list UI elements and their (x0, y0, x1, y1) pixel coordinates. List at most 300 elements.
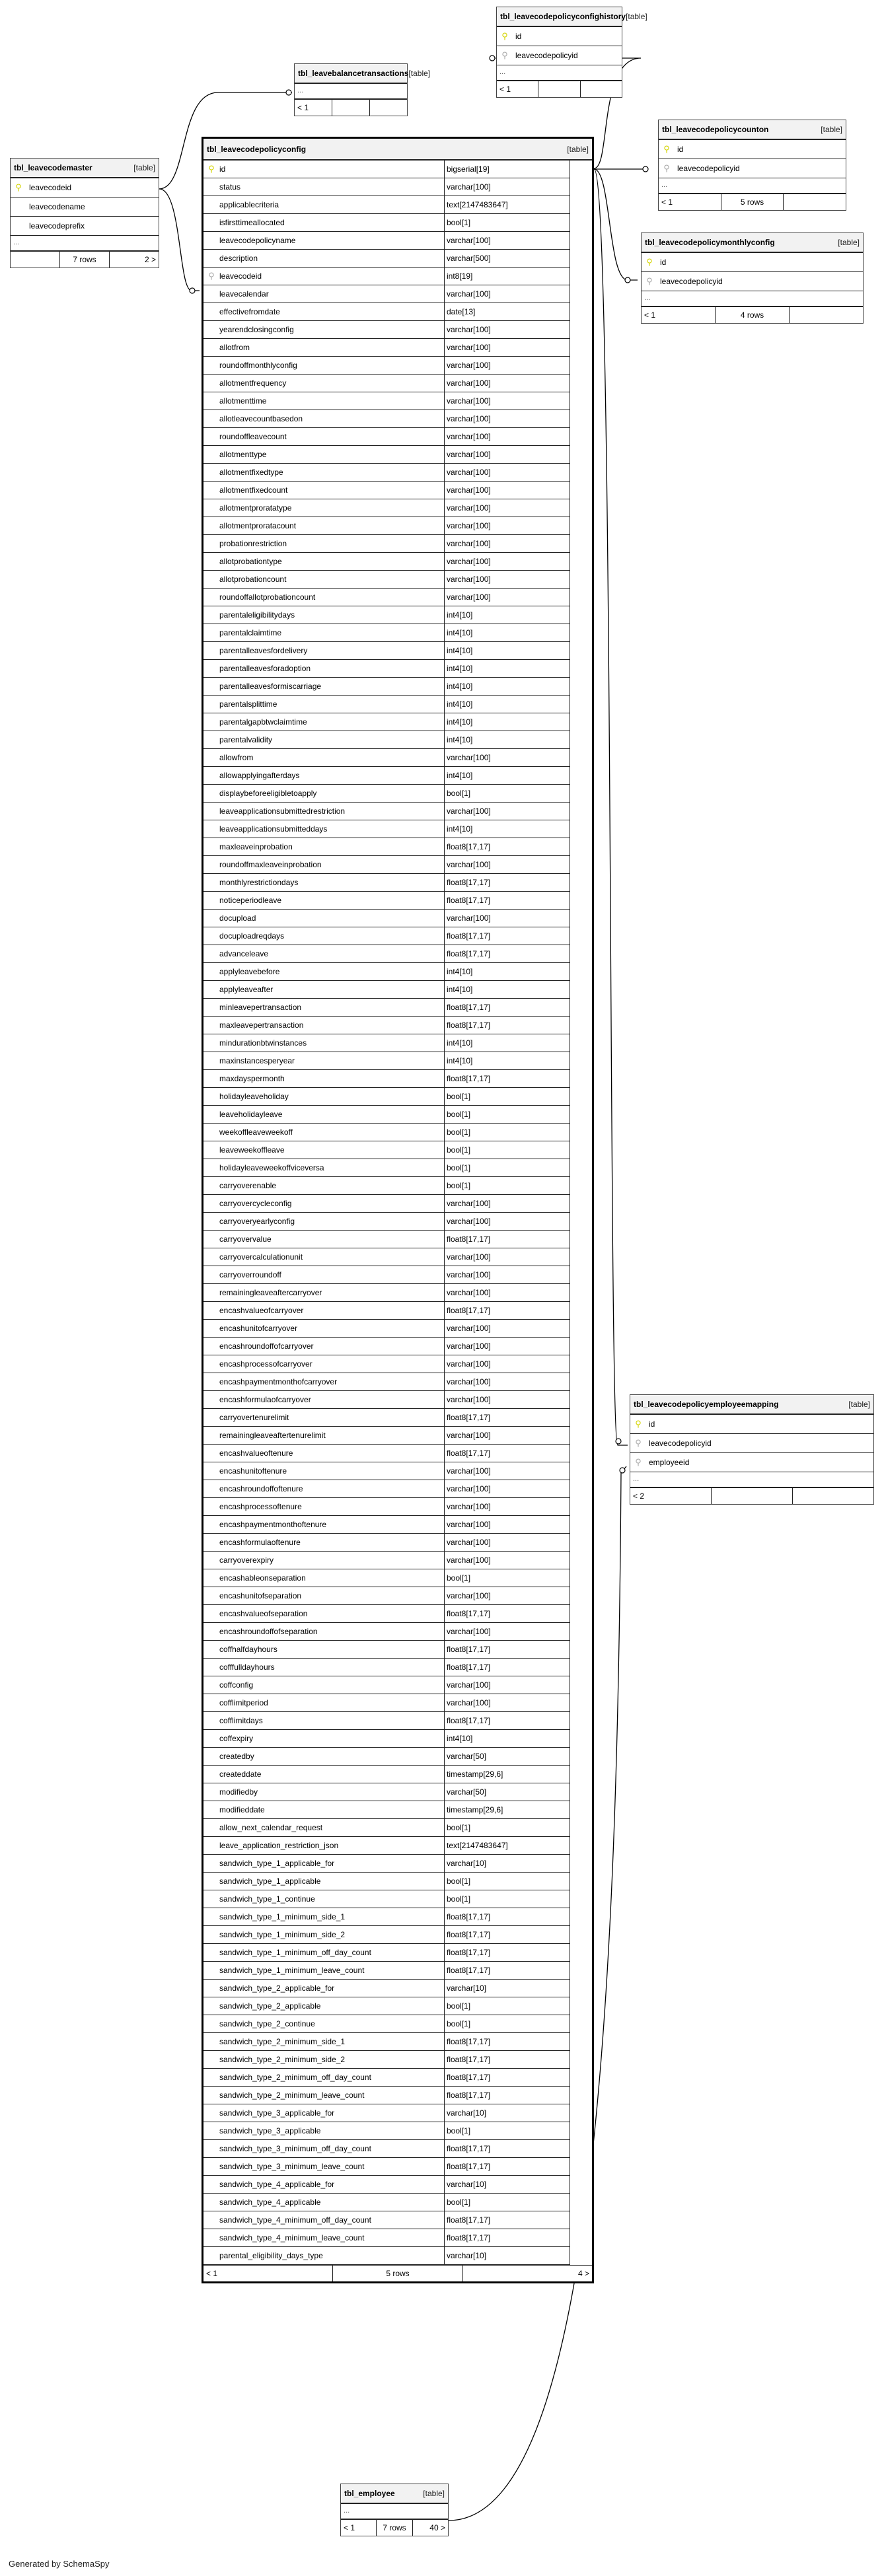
column-type: int4[10] (444, 1034, 570, 1052)
column-row (203, 1195, 570, 1213)
column-row (203, 303, 570, 321)
column-type: varchar[100] (444, 410, 570, 427)
column-type: float8[17,17] (444, 1641, 570, 1658)
column-name: roundoffmonthlyconfig (219, 361, 297, 370)
children-count[interactable] (581, 81, 622, 97)
column-row (203, 1409, 570, 1427)
column-row (203, 2069, 570, 2087)
column-row (630, 1434, 873, 1453)
column-row (203, 1124, 570, 1141)
parents-count[interactable]: < 1 (341, 2520, 377, 2536)
children-count[interactable] (370, 100, 407, 116)
column-type: varchar[500] (444, 250, 570, 267)
column-type: date[13] (444, 303, 570, 320)
column-type: varchar[100] (444, 1427, 570, 1444)
table-name: tbl_leavecodepolicycounton (662, 125, 769, 134)
column-row (203, 606, 570, 624)
column-row (203, 1855, 570, 1873)
column-row (203, 196, 570, 214)
column-type: varchar[100] (444, 856, 570, 873)
column-type: varchar[100] (444, 339, 570, 356)
column-type: float8[17,17] (444, 1908, 570, 1925)
column-row (203, 499, 570, 517)
column-name: encashvalueofseparation (219, 1609, 308, 1618)
parents-count[interactable]: < 2 (630, 1488, 712, 1504)
column-type: bool[1] (444, 1890, 570, 1908)
column-type: float8[17,17] (444, 999, 570, 1016)
column-name: parentalvalidity (219, 735, 273, 744)
column-type: varchar[100] (444, 428, 570, 445)
column-name: cofffulldayhours (219, 1663, 275, 1672)
children-count[interactable] (784, 194, 846, 210)
column-row (659, 159, 846, 178)
column-row (203, 1587, 570, 1605)
table-footer (341, 2520, 448, 2536)
column-row (203, 1141, 570, 1159)
column-name: remainingleaveaftercarryover (219, 1288, 322, 1297)
column-row (203, 1712, 570, 1730)
column-row (203, 553, 570, 571)
column-name: encashformulaofcarryover (219, 1395, 311, 1404)
column-type: varchar[100] (444, 499, 570, 517)
column-name: parentalleavesfordelivery (219, 646, 308, 655)
table-leavecodemaster[interactable] (10, 158, 159, 268)
column-name: cofflimitperiod (219, 1698, 268, 1707)
column-row (203, 1338, 570, 1355)
column-row (203, 963, 570, 981)
column-row (203, 1480, 570, 1498)
more-columns-ellipsis: ... (341, 2504, 448, 2520)
column-type: varchar[100] (444, 178, 570, 196)
column-row (203, 1659, 570, 1676)
primary-key-icon: ⚲ (635, 1419, 642, 1429)
column-row (203, 927, 570, 945)
column-name: encashvalueofcarryover (219, 1306, 304, 1315)
column-name: remainingleaveaftertenurelimit (219, 1431, 326, 1440)
column-name: encashableonseparation (219, 1573, 306, 1583)
column-type: varchar[100] (444, 1462, 570, 1480)
column-type: int4[10] (444, 660, 570, 677)
column-type: float8[17,17] (444, 1302, 570, 1319)
column-type: varchar[100] (444, 1516, 570, 1533)
column-name: id (677, 145, 684, 154)
column-type: varchar[100] (444, 1213, 570, 1230)
column-row (203, 1623, 570, 1641)
column-type: int8[19] (444, 268, 570, 285)
column-row (203, 517, 570, 535)
row-count (712, 1488, 793, 1504)
column-type: varchar[100] (444, 1587, 570, 1604)
column-name: parental_eligibility_days_type (219, 2251, 323, 2260)
column-type: varchar[100] (444, 232, 570, 249)
table-footer (11, 252, 159, 268)
column-row (203, 1534, 570, 1552)
column-row (203, 981, 570, 999)
column-row (203, 892, 570, 910)
parents-count[interactable]: < 1 (295, 100, 332, 116)
column-row (203, 696, 570, 713)
column-row (203, 1819, 570, 1837)
column-type: bool[1] (444, 2122, 570, 2139)
column-name: leaveapplicationsubmitteddays (219, 824, 328, 834)
column-name: sandwich_type_1_minimum_side_2 (219, 1930, 346, 1939)
column-name: sandwich_type_1_minimum_side_1 (219, 1912, 346, 1921)
column-row (203, 1997, 570, 2015)
column-name: noticeperiodleave (219, 896, 282, 905)
column-name: sandwich_type_3_minimum_off_day_count (219, 2144, 371, 2153)
column-row (203, 1266, 570, 1284)
row-count: 7 rows (377, 2520, 412, 2536)
column-row (203, 1070, 570, 1088)
column-type: varchar[100] (444, 285, 570, 303)
column-name: leavecodeprefix (29, 221, 85, 231)
column-type: varchar[100] (444, 1676, 570, 1694)
column-type: float8[17,17] (444, 1605, 570, 1622)
more-columns-ellipsis: ... (11, 236, 159, 252)
column-name: allotmenttype (219, 450, 267, 459)
column-row (203, 2087, 570, 2104)
table-kind: [table] (567, 144, 589, 154)
column-row (203, 1177, 570, 1195)
column-row (203, 2158, 570, 2176)
column-row (203, 375, 570, 392)
column-type: bool[1] (444, 1141, 570, 1159)
table-kind: [table] (423, 2489, 445, 2498)
column-type: float8[17,17] (444, 1944, 570, 1961)
more-columns-ellipsis: ... (497, 65, 622, 81)
column-name: yearendclosingconfig (219, 325, 294, 334)
column-row (203, 2211, 570, 2229)
column-name: sandwich_type_1_minimum_off_day_count (219, 1948, 371, 1957)
column-name: carryovercalculationunit (219, 1252, 303, 1262)
table-kind: [table] (408, 69, 431, 78)
parents-count[interactable] (11, 252, 60, 268)
link-leavecodemaster-policyconfig (159, 189, 200, 291)
parents-count[interactable]: < 1 (642, 307, 716, 323)
column-row (203, 2247, 570, 2265)
column-row (630, 1453, 873, 1472)
column-type: float8[17,17] (444, 1926, 570, 1943)
column-name: monthlyrestrictiondays (219, 878, 299, 887)
column-row (203, 1052, 570, 1070)
column-type: float8[17,17] (444, 927, 570, 945)
column-name: parentalsplittime (219, 699, 277, 709)
column-name: maxleavepertransaction (219, 1020, 304, 1030)
foreign-key-icon: ⚲ (635, 1438, 642, 1448)
column-type: int4[10] (444, 731, 570, 748)
more-columns-ellipsis: ... (642, 291, 863, 307)
column-type: float8[17,17] (444, 2033, 570, 2050)
foreign-key-icon: ⚲ (646, 276, 653, 286)
column-name: encashpaymentmonthoftenure (219, 1520, 327, 1529)
column-type: int4[10] (444, 1052, 570, 1069)
column-name: sandwich_type_3_applicable_for (219, 2108, 335, 2118)
children-count[interactable]: 40 > (429, 2523, 445, 2532)
children-count[interactable] (793, 1488, 873, 1504)
column-row (203, 339, 570, 357)
column-name: encashpaymentmonthofcarryover (219, 1377, 338, 1386)
column-name: allowapplyingafterdays (219, 771, 300, 780)
column-name: encashroundoffofseparation (219, 1627, 318, 1636)
column-name: effectivefromdate (219, 307, 280, 316)
column-name: parentalleavesformiscarriage (219, 682, 322, 691)
column-name: roundoffmaxleaveinprobation (219, 860, 322, 869)
column-name: encashunitoftenure (219, 1466, 287, 1476)
column-type: bool[1] (444, 1177, 570, 1194)
column-type: float8[17,17] (444, 2069, 570, 2086)
column-row (203, 1445, 570, 1462)
column-row (203, 1302, 570, 1320)
column-type: varchar[100] (444, 910, 570, 927)
column-name: coffhalfdayhours (219, 1645, 277, 1654)
column-name: probationrestriction (219, 539, 287, 548)
column-row (203, 731, 570, 749)
column-row (203, 589, 570, 606)
column-name: allotprobationtype (219, 557, 282, 566)
table-kind: [table] (838, 238, 860, 247)
column-type: varchar[10] (444, 1980, 570, 1997)
column-name: createdby (219, 1752, 254, 1761)
table-name: tbl_leavecodemaster (14, 163, 92, 172)
column-type: varchar[100] (444, 749, 570, 766)
column-type: bool[1] (444, 1569, 570, 1587)
primary-key-icon: ⚲ (15, 182, 22, 192)
table-counton[interactable] (658, 120, 846, 211)
column-name: sandwich_type_1_applicable_for (219, 1859, 335, 1868)
children-count[interactable]: 2 > (144, 255, 156, 264)
column-row (203, 410, 570, 428)
more-columns-ellipsis: ... (659, 178, 846, 194)
column-row (203, 321, 570, 339)
table-header (659, 120, 846, 140)
column-row (203, 1926, 570, 1944)
column-row (642, 253, 863, 272)
column-row (203, 910, 570, 927)
column-name: allotmenttime (219, 396, 267, 406)
column-type: bool[1] (444, 214, 570, 231)
column-name: id (649, 1419, 655, 1429)
column-row (203, 1944, 570, 1962)
column-name: leavecodepolicyname (219, 236, 296, 245)
table-employeemapping[interactable] (630, 1394, 874, 1505)
table-leavebalancetransactions[interactable] (294, 63, 431, 116)
column-name: encashprocessofcarryover (219, 1359, 313, 1369)
column-row (203, 642, 570, 660)
column-row (203, 161, 570, 178)
column-row (497, 46, 622, 65)
link-policyconfig-monthlyconfig (594, 169, 638, 280)
column-name: carryovertenurelimit (219, 1413, 289, 1422)
link-policyconfig-employeemapping (594, 169, 628, 1445)
table-footer (659, 194, 846, 210)
column-list (203, 161, 592, 2265)
column-name: allotfrom (219, 343, 250, 352)
column-name: docupload (219, 913, 256, 923)
primary-key-icon: ⚲ (646, 257, 653, 267)
column-type: float8[17,17] (444, 945, 570, 962)
column-type: varchar[100] (444, 392, 570, 410)
column-name: leavecodename (29, 202, 85, 211)
column-row (203, 1088, 570, 1106)
column-name: allotmentfixedcount (219, 485, 288, 495)
table-employee[interactable] (340, 2484, 449, 2536)
column-type: bigserial[19] (444, 161, 570, 178)
column-name: allotleavecountbasedon (219, 414, 303, 423)
column-name: holidayleaveholiday (219, 1092, 289, 1101)
column-name: sandwich_type_2_continue (219, 2019, 315, 2028)
column-name: maxinstancesperyear (219, 1056, 295, 1065)
column-name: encashunitofcarryover (219, 1324, 298, 1333)
column-name: parentalgapbtwclaimtime (219, 717, 307, 727)
column-type: float8[17,17] (444, 1445, 570, 1462)
parents-count[interactable]: < 1 (203, 2266, 333, 2281)
more-columns-ellipsis: ... (630, 1472, 873, 1488)
table-monthlyconfig[interactable] (641, 233, 864, 324)
column-type: float8[17,17] (444, 2140, 570, 2157)
column-row (203, 1231, 570, 1248)
column-row (203, 1694, 570, 1712)
column-type: varchar[10] (444, 2104, 570, 2122)
column-row (203, 2104, 570, 2122)
column-name: leaveweekoffleave (219, 1145, 285, 1155)
column-row (203, 749, 570, 767)
column-name: weekoffleaveweekoff (219, 1127, 293, 1137)
column-name: roundoffallotprobationcount (219, 592, 316, 602)
foreign-key-icon: ⚲ (208, 271, 215, 281)
column-row (203, 1962, 570, 1980)
column-row (659, 140, 846, 159)
column-row (203, 999, 570, 1017)
column-row (203, 2176, 570, 2194)
column-row (203, 1017, 570, 1034)
column-row (203, 1427, 570, 1445)
column-row (203, 1890, 570, 1908)
column-type: int4[10] (444, 981, 570, 998)
column-row (203, 1783, 570, 1801)
column-row (203, 1391, 570, 1409)
table-kind: [table] (821, 125, 842, 134)
more-columns-ellipsis: ... (295, 84, 407, 100)
column-name: coffexpiry (219, 1734, 254, 1743)
column-name: displaybeforeeligibletoapply (219, 789, 317, 798)
column-type: varchar[10] (444, 2247, 570, 2264)
column-type: float8[17,17] (444, 1070, 570, 1087)
column-name: leavecodepolicyid (660, 277, 723, 286)
column-name: sandwich_type_2_minimum_off_day_count (219, 2073, 371, 2082)
column-type: float8[17,17] (444, 2087, 570, 2104)
column-name: carryoveryearlyconfig (219, 1217, 295, 1226)
column-name: maxleaveinprobation (219, 842, 293, 851)
column-row (203, 838, 570, 856)
column-type: float8[17,17] (444, 1231, 570, 1248)
column-name: encashroundoffofcarryover (219, 1342, 314, 1351)
column-row (203, 214, 570, 232)
parents-count[interactable]: < 1 (659, 194, 721, 210)
table-footer (203, 2265, 592, 2281)
column-name: leavecodepolicyid (677, 164, 740, 173)
column-row (203, 1159, 570, 1177)
column-row (203, 1801, 570, 1819)
children-count[interactable] (790, 307, 863, 323)
column-type: varchar[100] (444, 1338, 570, 1355)
column-name: sandwich_type_2_minimum_side_2 (219, 2055, 346, 2064)
table-header (203, 139, 592, 161)
column-name: leave_application_restriction_json (219, 1841, 339, 1850)
column-type: varchar[100] (444, 1266, 570, 1283)
column-row (203, 1034, 570, 1052)
column-row (203, 660, 570, 678)
column-type: float8[17,17] (444, 1017, 570, 1034)
column-name: sandwich_type_4_applicable (219, 2198, 321, 2207)
column-name: allotmentfrequency (219, 378, 287, 388)
column-type: bool[1] (444, 785, 570, 802)
column-name: leaveholidayleave (219, 1110, 283, 1119)
column-name: sandwich_type_4_applicable_for (219, 2180, 335, 2189)
column-row (203, 392, 570, 410)
column-row (203, 285, 570, 303)
column-type: varchar[100] (444, 589, 570, 606)
column-row (203, 1498, 570, 1516)
table-name: tbl_leavecodepolicymonthlyconfig (645, 238, 775, 247)
column-row (203, 446, 570, 464)
column-type: varchar[100] (444, 803, 570, 820)
column-name: parentaleligibilitydays (219, 610, 295, 620)
column-type: bool[1] (444, 1124, 570, 1141)
column-name: sandwich_type_2_minimum_leave_count (219, 2091, 365, 2100)
column-type: float8[17,17] (444, 1962, 570, 1979)
table-kind: [table] (848, 1400, 870, 1409)
row-count: 4 rows (716, 307, 790, 323)
column-row (203, 624, 570, 642)
column-type: float8[17,17] (444, 2051, 570, 2068)
column-row (203, 1248, 570, 1266)
column-row (203, 1980, 570, 1997)
parents-count[interactable]: < 1 (497, 81, 538, 97)
column-row (203, 178, 570, 196)
column-name: leaveapplicationsubmittedrestriction (219, 806, 346, 816)
column-row (203, 767, 570, 785)
column-name: cofflimitdays (219, 1716, 263, 1725)
column-row (203, 678, 570, 696)
table-leavecodepolicyconfig[interactable] (202, 137, 594, 2283)
column-row (203, 1766, 570, 1783)
table-name: tbl_employee (344, 2489, 395, 2498)
column-name: description (219, 254, 258, 263)
column-row (203, 2194, 570, 2211)
column-type: bool[1] (444, 2194, 570, 2211)
column-name: carryovercycleconfig (219, 1199, 292, 1208)
column-name: roundoffleavecount (219, 432, 287, 441)
children-count[interactable]: 4 > (577, 2269, 589, 2278)
column-name: allotmentproratacount (219, 521, 297, 530)
column-name: sandwich_type_3_applicable (219, 2126, 321, 2135)
column-name: carryoverenable (219, 1181, 277, 1190)
table-footer (497, 81, 622, 97)
column-name: sandwich_type_1_applicable (219, 1877, 321, 1886)
column-type: int4[10] (444, 767, 570, 784)
column-name: advanceleave (219, 949, 269, 958)
column-name: mindurationbtwinstances (219, 1038, 307, 1048)
column-type: varchar[50] (444, 1748, 570, 1765)
table-confighistory[interactable] (496, 7, 647, 98)
column-name: id (660, 258, 667, 267)
column-row (203, 482, 570, 499)
column-name: parentalleavesforadoption (219, 664, 311, 673)
column-type: bool[1] (444, 1873, 570, 1890)
column-type: int4[10] (444, 624, 570, 641)
column-name: sandwich_type_4_minimum_off_day_count (219, 2215, 371, 2225)
column-name: carryovervalue (219, 1234, 272, 1244)
